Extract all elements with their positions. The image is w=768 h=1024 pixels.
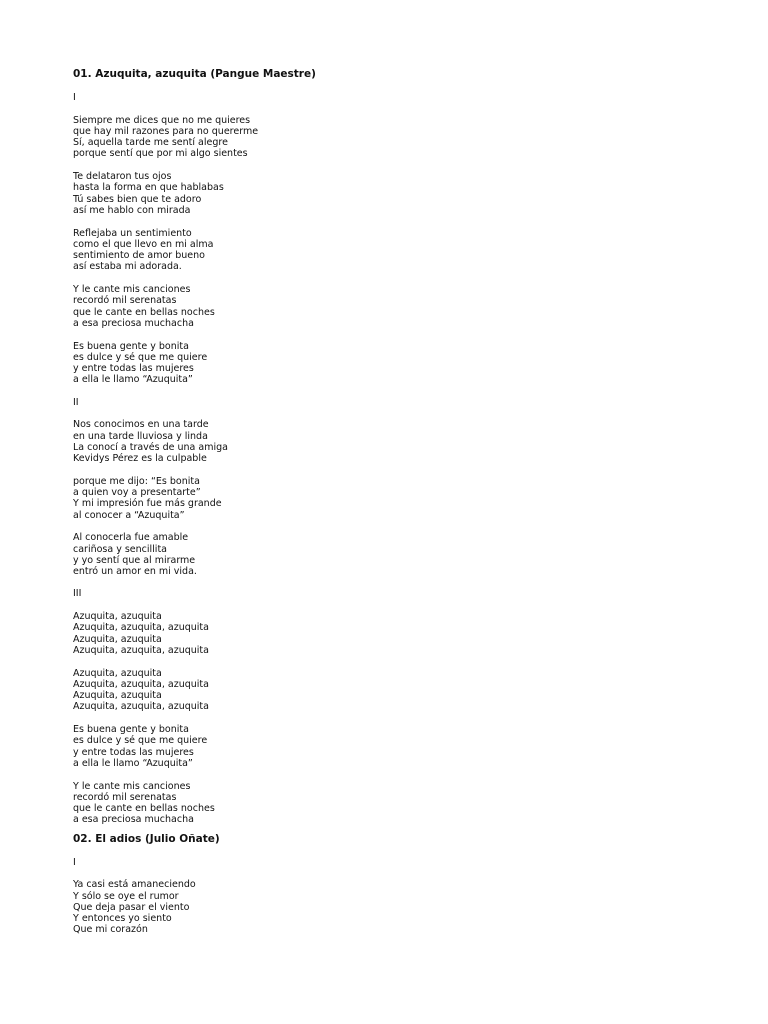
stanza [73,228,713,273]
lyric-line: Es buena gente y bonita [73,724,189,736]
stanza [73,532,713,577]
lyric-line: así estaba mi adorada. [73,261,182,273]
lyric-line: a quien voy a presentarte” [73,487,201,499]
lyric-line: en una tarde lluviosa y linda [73,430,208,442]
lyric-line: Que mi corazón [73,924,148,936]
lyric-line: a ella le llamo “Azuquita” [73,374,193,386]
lyric-line: Siempre me dices que no me quieres [73,114,251,126]
lyric-line: a esa preciosa muchacha [73,317,194,329]
lyric-line: que le cante en bellas noches [73,306,215,318]
lyric-line: a esa preciosa muchacha [73,814,194,826]
stanza [73,668,713,713]
lyric-line: Y mi impresión fue más grande [73,498,222,510]
lyric-line: Y sólo se oye el rumor [73,890,179,902]
lyric-line: Es buena gente y bonita [73,340,189,352]
lyric-line: Tú sabes bien que te adoro [73,193,202,205]
lyric-line: Y entonces yo siento [73,913,172,925]
song-title: 02. El adios (Julio Oñate) [73,832,220,845]
lyric-line: Azuquita, azuquita, azuquita [73,644,209,656]
stanza [73,879,713,935]
lyric-line: y yo sentí que al mirarme [73,554,196,566]
lyric-line: Azuquita, azuquita [73,633,162,645]
lyric-line: Sí, aquella tarde me sentí alegre [73,137,228,149]
lyric-line: que le cante en bellas noches [73,803,215,815]
lyric-line: hasta la forma en que hablabas [73,182,224,194]
lyric-line: es dulce y sé que me quiere [73,735,208,747]
lyric-line: recordó mil serenatas [73,791,177,803]
lyric-line: es dulce y sé que me quiere [73,351,208,363]
lyric-line: entró un amor en mi vida. [73,566,197,578]
stanza [73,611,713,656]
lyric-line: sentimiento de amor bueno [73,250,205,262]
section-label: III [73,588,82,600]
section-label: I [73,92,76,103]
lyric-line: Kevidys Pérez es la culpable [73,453,207,465]
stanza [73,476,713,521]
lyric-line: porque me dijo: “Es bonita [73,475,200,487]
lyrics-document [73,67,713,936]
lyric-line: Que deja pasar el viento [73,901,190,913]
lyric-line: Azuquita, azuquita, azuquita [73,678,209,690]
section-label: I [73,856,76,868]
lyric-line: y entre todas las mujeres [73,363,194,375]
song [73,832,713,936]
song [73,67,713,826]
lyric-line: Y le cante mis canciones [73,284,191,296]
stanza [73,115,713,160]
song-section [73,857,713,936]
lyric-line: Azuquita, azuquita [73,611,162,623]
lyric-line: Nos conocimos en una tarde [73,419,209,431]
stanza [73,341,713,386]
lyric-line: al conocer a “Azuquita” [73,509,185,521]
lyric-line: Azuquita, azuquita, azuquita [73,701,209,713]
lyric-line: porque sentí que por mi algo sientes [73,148,248,160]
stanza [73,724,713,769]
lyric-line: y entre todas las mujeres [73,746,194,758]
lyric-line: Azuquita, azuquita, azuquita [73,622,209,634]
song-title: 01. Azuquita, azuquita (Pangue Maestre) [73,68,316,80]
stanza [73,781,713,826]
lyric-line: así me hablo con mirada [73,204,191,216]
section-label: II [73,396,79,408]
lyric-line: Te delataron tus ojos [73,171,172,183]
lyric-line: a ella le llamo “Azuquita” [73,757,193,769]
lyric-line: Y le cante mis canciones [73,780,191,792]
lyric-line: recordó mil serenatas [73,295,177,307]
song-section [73,588,713,825]
stanza [73,419,713,464]
lyric-line: Azuquita, azuquita [73,690,162,702]
lyric-line: Ya casi está amaneciendo [73,879,196,891]
lyric-line: Al conocerla fue amable [73,532,189,544]
lyric-line: que hay mil razones para no quererme [73,125,259,137]
song-section [73,397,713,578]
lyric-line: como el que llevo en mi alma [73,238,214,250]
song-section [73,92,713,386]
stanza [73,284,713,329]
lyric-line: Azuquita, azuquita [73,667,162,679]
stanza [73,171,713,216]
lyric-line: cariñosa y sencillita [73,543,167,555]
lyric-line: La conocí a través de una amiga [73,441,228,453]
lyric-line: Reflejaba un sentimiento [73,227,192,239]
